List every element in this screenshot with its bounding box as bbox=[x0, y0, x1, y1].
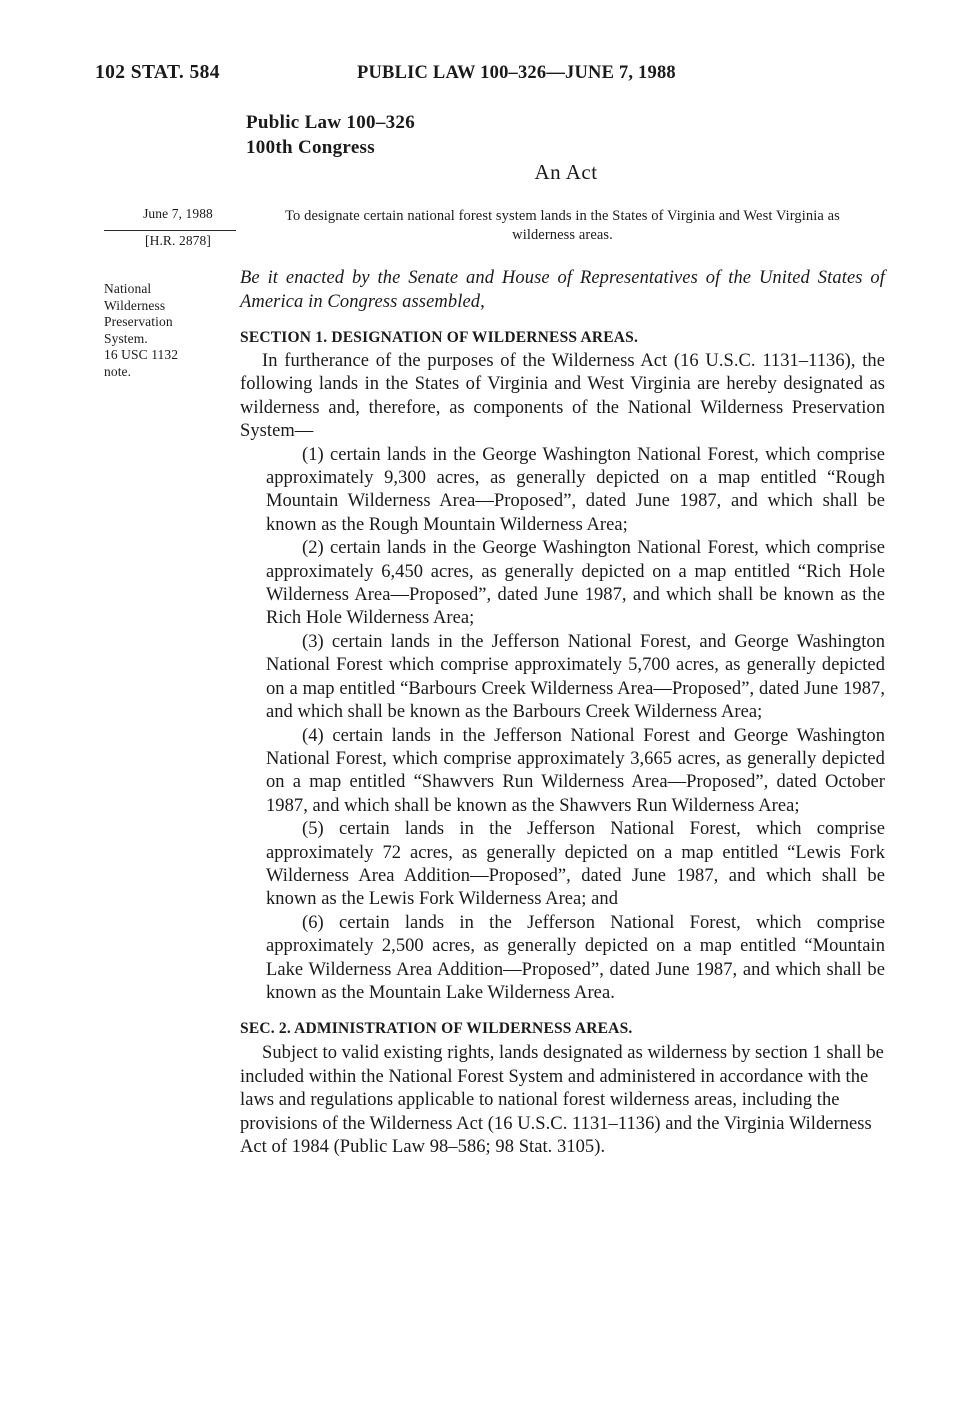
section-2-body: Subject to valid existing rights, lands designated as wilderness by section 1 shall be included within the National Forest System and administered in accordance with the laws and regulations applicable to national forest wilderness areas, including the provisions of the Wilderness Act (16 U.S.C. 1131–1136) and the Virginia Wilderness Act of 1984 (Public Law 98–586; 98 Stat. 3105). bbox=[240, 1043, 884, 1157]
main-column bbox=[240, 207, 885, 1159]
margin-note-date: June 7, 1988 bbox=[143, 206, 213, 221]
act-designation: To designate certain national forest system lands in the States of Virginia and West Virginia as wilderness areas. bbox=[285, 208, 840, 243]
section-1-intro: In furtherance of the purposes of the Wilderness Act (16 U.S.C. 1131–1136), the following lands in the States of Virginia and West Virginia are hereby designated as wilderness and, therefore, as components of the National Wilderness Preservation System— bbox=[240, 351, 885, 442]
list-item: (4) certain lands in the Jefferson National Forest and George Washington National Forest, which comprise approximately 3,665 acres, as generally depicted on a map entitled “Shawvers Run Wilderness Area—Proposed”, dated October 1987, and which shall be known as the Shawvers Run Wilderness Area; bbox=[266, 725, 885, 816]
margin-rule bbox=[104, 230, 236, 231]
enacting-clause: Be it enacted by the Senate and House of Representatives of the United States of America in Congress assembled, bbox=[240, 268, 885, 312]
list-item: (5) certain lands in the Jefferson National Forest, which comprise approximately 72 acres, as generally depicted on a map entitled “Lewis Fork Wilderness Area Addition—Proposed”, dated June 1987, and which shall be known as the Lewis Fork Wilderness Area; and bbox=[266, 819, 885, 910]
section-1-heading: SECTION 1. DESIGNATION OF WILDERNESS AREAS. bbox=[240, 329, 639, 346]
margin-topic-line: System. bbox=[104, 330, 148, 346]
margin-topic-line: 16 USC 1132 bbox=[104, 347, 179, 362]
margin-topic-line: National bbox=[104, 281, 152, 296]
running-head bbox=[95, 62, 885, 86]
margin-topic-line: Wilderness bbox=[104, 297, 166, 313]
list-item: (3) certain lands in the Jefferson National Forest, and George Washington National Forest which comprise approximately 5,700 acres, as generally depicted on a map entitled “Barbours Creek Wilderness Area—Proposed”, dated June 1987, and which shall be known as the Barbours Creek Wilderness Area; bbox=[266, 631, 885, 723]
public-law-title: Public Law 100–326 bbox=[246, 112, 416, 133]
an-act-heading: An Act bbox=[534, 160, 598, 184]
public-law-header: PUBLIC LAW 100–326—JUNE 7, 1988 bbox=[357, 63, 676, 83]
congress-title: 100th Congress bbox=[246, 137, 375, 158]
list-item: (2) certain lands in the George Washington National Forest, which comprise approximately 6,450 acres, as generally depicted on a map entitled “Rich Hole Wilderness Area—Proposed”, dated June 1987, and which shall be known as the Rich Hole Wilderness Area; bbox=[266, 538, 885, 629]
margin-note-topic bbox=[104, 281, 234, 380]
margin-note-bill: [H.R. 2878] bbox=[145, 233, 211, 248]
statute-citation: 102 STAT. 584 bbox=[95, 62, 220, 83]
list-item: (6) certain lands in the Jefferson National Forest, which comprise approximately 2,500 acres, as generally depicted on a map entitled “Mountain Lake Wilderness Area Addition—Proposed”, dated June 1987, and which shall be known as the Mountain Lake Wilderness Area. bbox=[266, 912, 885, 1003]
margin-topic-line: Preservation bbox=[104, 314, 173, 329]
section-2-heading: SEC. 2. ADMINISTRATION OF WILDERNESS AREAS. bbox=[240, 1020, 633, 1038]
list-item: (1) certain lands in the George Washington National Forest, which comprise approximately 9,300 acres, as generally depicted on a map entitled “Rough Mountain Wilderness Area—Proposed”, dated June 1987, and which shall be known as the Rough Mountain Wilderness Area; bbox=[266, 444, 885, 535]
title-block bbox=[246, 110, 886, 160]
margin-topic-line: note. bbox=[104, 363, 132, 379]
